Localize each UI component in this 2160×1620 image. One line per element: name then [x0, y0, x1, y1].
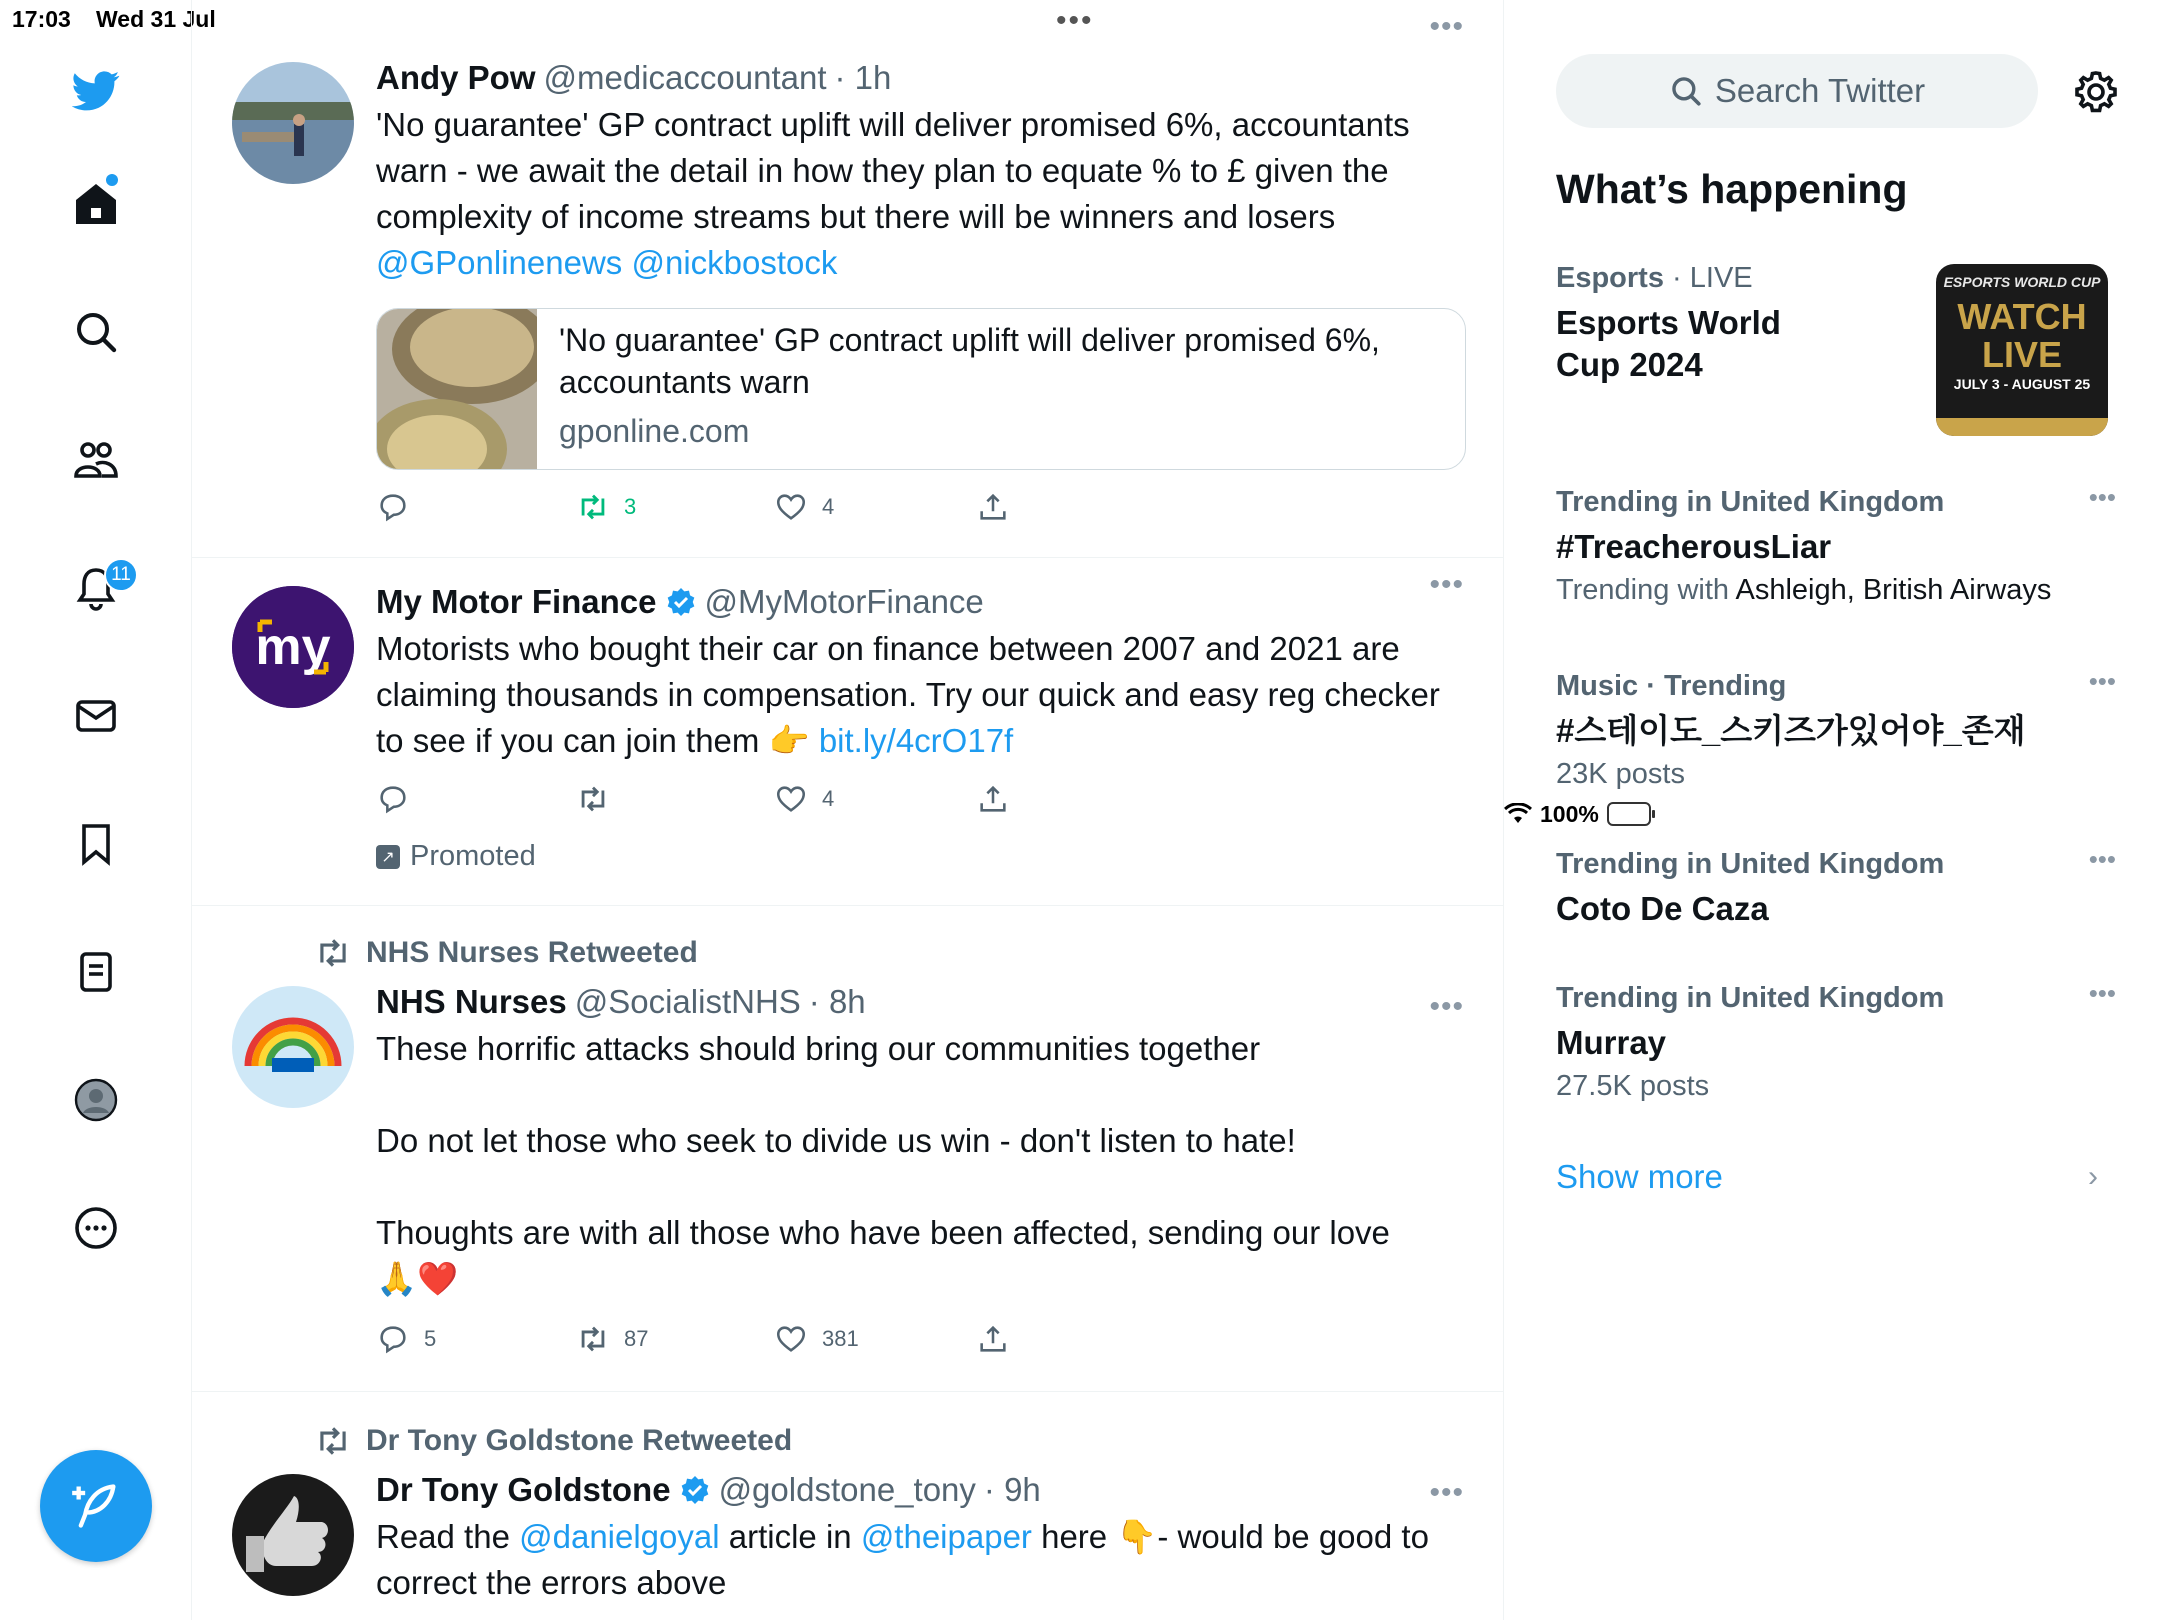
bookmark-icon[interactable] [68, 816, 124, 872]
trend-item[interactable] [1556, 978, 2116, 1103]
trend-category: Trending in United Kingdom [1556, 486, 1945, 518]
trend-title: #스테이도_스키즈가있어야_존재 [1556, 712, 2026, 749]
tweet-nhs-nurses[interactable] [192, 906, 1504, 1392]
tweet-link[interactable]: bit.ly/4crO17f [818, 722, 1014, 759]
tweet-author-handle[interactable]: @MyMotorFinance [704, 583, 984, 620]
trend-title: #TreacherousLiar [1556, 528, 1832, 565]
trend-title: Esports World Cup 2024 [1556, 304, 1781, 383]
tweet-more-icon[interactable]: ••• [1429, 568, 1464, 601]
tweet-more-icon[interactable]: ••• [1429, 990, 1464, 1023]
tweet-author-handle[interactable]: @medicaccountant [543, 59, 827, 96]
trend-sub-names: Ashleigh, British Airways [1735, 574, 2052, 606]
search-icon [1669, 74, 1703, 108]
chevron-right-icon: › [2088, 1160, 2098, 1193]
card-title: 'No guarantee' GP contract uplift will deliver promised 6%, accountants warn [559, 322, 1380, 400]
trend-title: Murray [1556, 1024, 1667, 1061]
heart-icon [774, 490, 808, 524]
settings-gear-icon[interactable] [2072, 68, 2120, 116]
whats-happening-heading: What’s happening [1556, 166, 1908, 212]
trend-item[interactable] [1556, 482, 2116, 607]
reply-button[interactable] [376, 1322, 436, 1356]
retweet-count: 87 [624, 1326, 649, 1351]
retweet-icon [576, 782, 610, 816]
like-button[interactable] [774, 1322, 859, 1356]
card-domain: gponline.com [559, 413, 750, 449]
trend-item[interactable] [1556, 844, 2116, 930]
tweet-author-handle[interactable]: @goldstone_tony [718, 1471, 976, 1508]
tweet-andy-pow[interactable] [192, 0, 1504, 558]
tweet-author-name[interactable]: Andy Pow [376, 59, 536, 96]
trend-title: Coto De Caza [1556, 890, 1769, 927]
multitasking-dots-icon[interactable]: ••• [1056, 4, 1094, 37]
tweet-dr-tony-goldstone[interactable] [192, 1392, 1504, 1620]
mention-link[interactable]: @danielgoyal [519, 1518, 720, 1555]
tweet-text: Read the @danielgoyal article in @theipaper here 👇- would be good to correct the errors above [376, 1518, 1429, 1601]
search-input[interactable] [1556, 54, 2038, 128]
more-options-icon[interactable] [68, 1200, 124, 1256]
tweet-actions [376, 490, 1076, 530]
home-unread-dot [106, 174, 118, 186]
trend-more-icon[interactable]: ••• [2088, 978, 2116, 1008]
communities-icon[interactable] [68, 432, 124, 488]
tweet-my-motor-finance[interactable] [192, 558, 1504, 906]
tweet-actions [376, 782, 1076, 822]
reply-button[interactable] [376, 782, 410, 816]
notifications-count-badge: 11 [104, 558, 138, 592]
trend-item[interactable] [1556, 666, 2116, 791]
esports-world-cup-image[interactable]: ESPORTS WORLD CUP WATCH LIVE JULY 3 - AUGUST 25 [1936, 264, 2108, 436]
timeline-feed [192, 0, 1504, 1620]
retweeted-by-label: NHS Nurses Retweeted [314, 934, 698, 972]
retweet-icon [576, 1322, 610, 1356]
avatar-nhs-nurses[interactable] [232, 986, 354, 1108]
like-button[interactable] [774, 782, 834, 816]
like-button[interactable] [774, 490, 834, 524]
tweet-time: · 8h [808, 983, 866, 1020]
search-icon[interactable] [68, 304, 124, 360]
verified-badge-icon [679, 1474, 711, 1506]
retweet-button[interactable] [576, 490, 636, 524]
share-button[interactable] [976, 490, 1010, 524]
right-sidebar [1504, 0, 2160, 1620]
tweet-text: These horrific attacks should bring our communities together Do not let those who seek to divide us win - don't listen to hate! Thoughts are with all those who have been affected, sending our love 🙏❤️ [376, 1030, 1390, 1297]
status-time: 17:03 [12, 6, 71, 32]
trend-post-count: 23K posts [1556, 758, 1685, 790]
tweet-text: 'No guarantee' GP contract uplift will deliver promised 6%, accountants warn - we await the detail in how they plan to equate % to £ given the complexity of income streams but there will be winners and losers @GPonlinenews @nickbostock [376, 106, 1410, 281]
tweet-author-name[interactable]: NHS Nurses [376, 983, 567, 1020]
like-count: 381 [822, 1326, 859, 1351]
heart-icon [774, 1322, 808, 1356]
reply-icon [376, 782, 410, 816]
avatar-dr-tony-goldstone[interactable] [232, 1474, 354, 1596]
tweet-actions [376, 1322, 1076, 1362]
left-nav [0, 0, 192, 1620]
tweet-author-name[interactable]: Dr Tony Goldstone [376, 1471, 671, 1508]
show-more-link[interactable]: Show more [1556, 1158, 1723, 1195]
card-thumbnail-image [377, 309, 537, 470]
mention-link[interactable]: @GPonlinenews [376, 244, 623, 281]
retweet-icon [576, 490, 610, 524]
tweet-more-icon[interactable]: ••• [1429, 1476, 1464, 1509]
tweet-time: · 9h [983, 1471, 1041, 1508]
share-icon [976, 782, 1010, 816]
reply-icon [376, 490, 410, 524]
retweeted-by-label: Dr Tony Goldstone Retweeted [314, 1422, 792, 1460]
tweet-time: · 1h [834, 59, 892, 96]
trend-live: · LIVE [1672, 262, 1753, 294]
trend-sub-prefix: Trending with [1556, 574, 1730, 606]
twitter-logo-icon[interactable] [68, 62, 124, 118]
tweet-more-icon[interactable]: ••• [1429, 10, 1464, 43]
trend-item[interactable] [1556, 262, 1936, 386]
trend-more-icon[interactable]: ••• [2088, 666, 2116, 696]
retweet-button[interactable] [576, 1322, 648, 1356]
heart-icon [774, 782, 808, 816]
trend-category: Music · Trending [1556, 670, 1787, 702]
verified-badge-icon [665, 586, 697, 618]
mention-link[interactable]: @theipaper [860, 1518, 1032, 1555]
trend-post-count: 27.5K posts [1556, 1070, 1710, 1102]
retweet-icon [314, 934, 352, 972]
trend-category: Trending in United Kingdom [1556, 982, 1945, 1014]
status-date: Wed 31 Jul [96, 6, 216, 32]
avatar-andy-pow[interactable] [232, 62, 354, 184]
share-button[interactable] [976, 1322, 1010, 1356]
avatar-my-motor-finance[interactable] [232, 586, 354, 708]
trend-more-icon[interactable]: ••• [2088, 844, 2116, 874]
promoted-icon: ↗ [376, 845, 400, 869]
lists-icon[interactable] [68, 944, 124, 1000]
retweet-count: 3 [624, 494, 637, 519]
svg-text:my: my [255, 618, 331, 676]
tweet-author-handle[interactable]: @SocialistNHS [574, 983, 801, 1020]
share-button[interactable] [976, 782, 1010, 816]
trend-category: Trending in United Kingdom [1556, 848, 1945, 880]
promoted-label: ↗ Promoted [376, 840, 536, 873]
trend-category: Esports [1556, 262, 1664, 294]
compose-tweet-button[interactable] [40, 1450, 152, 1562]
tweet-author-name[interactable]: My Motor Finance [376, 583, 657, 620]
reply-count: 5 [424, 1326, 437, 1351]
search-placeholder: Search Twitter [1714, 72, 1926, 109]
like-count: 4 [822, 786, 835, 811]
trend-more-icon[interactable]: ••• [2088, 482, 2116, 512]
mention-link[interactable]: @nickbostock [631, 244, 838, 281]
link-preview-card[interactable] [376, 308, 1466, 470]
profile-avatar-icon[interactable] [68, 1072, 124, 1128]
reply-button[interactable] [376, 490, 410, 524]
share-icon [976, 490, 1010, 524]
reply-icon [376, 1322, 410, 1356]
retweet-icon [314, 1422, 352, 1460]
tweet-text: Motorists who bought their car on finance between 2007 and 2021 are claiming thousands in compensation. Try our quick and easy reg checker to see if you can join them 👉 bit.ly/4crO17f [376, 630, 1440, 759]
share-icon [976, 1322, 1010, 1356]
retweet-button[interactable] [576, 782, 610, 816]
like-count: 4 [822, 494, 835, 519]
messages-envelope-icon[interactable] [68, 688, 124, 744]
compose-feather-icon [70, 1480, 122, 1532]
battery-percent: 100% [1540, 800, 1599, 827]
